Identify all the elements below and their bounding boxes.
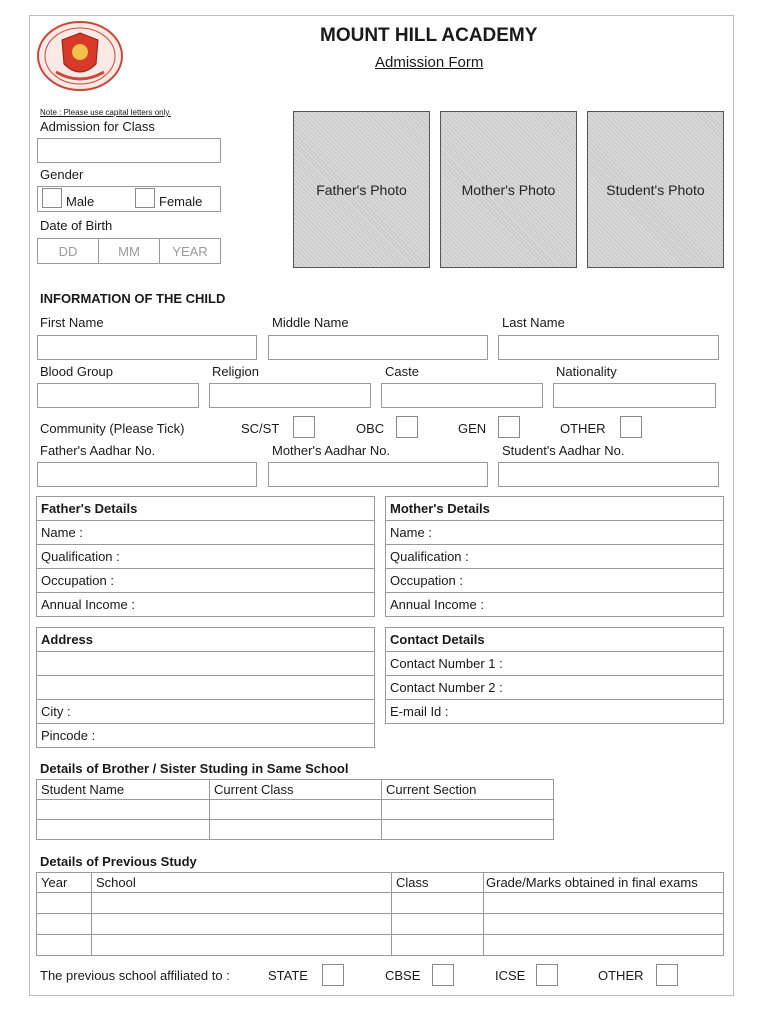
father-aadhar-input[interactable] — [37, 462, 257, 487]
other-community-label: OTHER — [560, 421, 606, 436]
religion-input[interactable] — [209, 383, 371, 408]
community-label: Community (Please Tick) — [40, 421, 185, 436]
male-label: Male — [66, 194, 95, 209]
last-name-label: Last Name — [502, 315, 565, 330]
female-label: Female — [159, 194, 203, 209]
dob-day[interactable]: DD — [38, 239, 99, 263]
last-name-input[interactable] — [498, 335, 719, 360]
nationality-label: Nationality — [556, 364, 617, 379]
mother-qualification-field[interactable]: Qualification : — [386, 545, 724, 569]
admission-form-page — [29, 15, 734, 996]
admission-class-input[interactable] — [37, 138, 221, 163]
other-affiliation-label: OTHER — [598, 968, 644, 983]
col-current-section: Current Section — [382, 780, 554, 800]
father-income-field[interactable]: Annual Income : — [37, 593, 375, 617]
sc-st-label: SC/ST — [241, 421, 280, 436]
first-name-input[interactable] — [37, 335, 257, 360]
middle-name-label: Middle Name — [272, 315, 349, 330]
previous-study-title: Details of Previous Study — [40, 854, 197, 869]
contact-number-1-field[interactable]: Contact Number 1 : — [386, 652, 724, 676]
school-logo — [36, 20, 124, 92]
other-affiliation-checkbox[interactable] — [656, 964, 678, 986]
dob-label: Date of Birth — [40, 218, 113, 233]
affiliation-label: The previous school affiliated to : — [40, 968, 230, 983]
col-grade: Grade/Marks obtained in final exams — [484, 873, 724, 893]
previous-study-row[interactable] — [37, 935, 724, 956]
contact-number-2-field[interactable]: Contact Number 2 : — [386, 676, 724, 700]
father-details-table — [36, 496, 375, 617]
caste-input[interactable] — [381, 383, 543, 408]
sibling-row[interactable] — [37, 820, 554, 840]
obc-label: OBC — [356, 421, 385, 436]
father-name-field[interactable]: Name : — [37, 521, 375, 545]
icse-label: ICSE — [495, 968, 526, 983]
blood-group-input[interactable] — [37, 383, 199, 408]
mother-details-title: Mother's Details — [386, 497, 724, 521]
mother-aadhar-input[interactable] — [268, 462, 488, 487]
address-line-1[interactable] — [37, 652, 375, 676]
cbse-label: CBSE — [385, 968, 421, 983]
nationality-input[interactable] — [553, 383, 716, 408]
previous-study-row[interactable] — [37, 914, 724, 935]
religion-label: Religion — [212, 364, 259, 379]
col-year: Year — [37, 873, 92, 893]
siblings-title: Details of Brother / Sister Studing in Same School — [40, 761, 349, 776]
obc-checkbox[interactable] — [396, 416, 418, 438]
state-label: STATE — [268, 968, 308, 983]
email-field[interactable]: E-mail Id : — [386, 700, 724, 724]
child-info-title: INFORMATION OF THE CHILD — [40, 291, 226, 306]
form-title: Admission Form — [375, 54, 484, 71]
capital-letters-note: Note : Please use capital letters only. — [40, 108, 172, 117]
mother-name-field[interactable]: Name : — [386, 521, 724, 545]
student-photo-label: Student's Photo — [606, 181, 705, 198]
contact-title: Contact Details — [386, 628, 724, 652]
cbse-checkbox[interactable] — [432, 964, 454, 986]
sc-st-checkbox[interactable] — [293, 416, 315, 438]
address-title: Address — [37, 628, 375, 652]
mother-details-table — [385, 496, 724, 617]
male-checkbox[interactable] — [42, 188, 62, 208]
city-field[interactable]: City : — [37, 700, 375, 724]
dob-year[interactable]: YEAR — [172, 243, 208, 259]
student-photo-box[interactable] — [587, 111, 724, 268]
gen-checkbox[interactable] — [498, 416, 520, 438]
col-class: Class — [392, 873, 484, 893]
state-checkbox[interactable] — [322, 964, 344, 986]
icse-checkbox[interactable] — [536, 964, 558, 986]
col-current-class: Current Class — [210, 780, 382, 800]
blood-group-label: Blood Group — [40, 364, 113, 379]
gen-label: GEN — [458, 421, 487, 436]
contact-table — [385, 627, 724, 724]
previous-study-table — [36, 872, 724, 956]
middle-name-input[interactable] — [268, 335, 488, 360]
gender-label: Gender — [40, 167, 84, 182]
pincode-field[interactable]: Pincode : — [37, 724, 375, 748]
father-photo-label: Father's Photo — [316, 181, 407, 198]
father-photo-box[interactable] — [293, 111, 430, 268]
father-occupation-field[interactable]: Occupation : — [37, 569, 375, 593]
col-student-name: Student Name — [37, 780, 210, 800]
other-community-checkbox[interactable] — [620, 416, 642, 438]
student-aadhar-label: Student's Aadhar No. — [502, 443, 625, 458]
father-aadhar-label: Father's Aadhar No. — [40, 443, 156, 458]
first-name-label: First Name — [40, 315, 104, 330]
col-school: School — [92, 873, 392, 893]
school-name: MOUNT HILL ACADEMY — [320, 25, 538, 46]
previous-study-row[interactable] — [37, 893, 724, 914]
mother-occupation-field[interactable]: Occupation : — [386, 569, 724, 593]
mother-income-field[interactable]: Annual Income : — [386, 593, 724, 617]
student-aadhar-input[interactable] — [498, 462, 719, 487]
dob-field[interactable] — [37, 238, 221, 264]
sibling-row[interactable] — [37, 800, 554, 820]
father-qualification-field[interactable]: Qualification : — [37, 545, 375, 569]
dob-month[interactable]: MM — [99, 239, 160, 263]
father-details-title: Father's Details — [37, 497, 375, 521]
address-table — [36, 627, 375, 748]
female-checkbox[interactable] — [135, 188, 155, 208]
address-line-2[interactable] — [37, 676, 375, 700]
mother-photo-label: Mother's Photo — [461, 181, 556, 198]
siblings-table — [36, 779, 554, 840]
mother-aadhar-label: Mother's Aadhar No. — [272, 443, 391, 458]
mother-photo-box[interactable] — [440, 111, 577, 268]
admission-class-label: Admission for Class — [40, 119, 155, 134]
caste-label: Caste — [385, 364, 419, 379]
